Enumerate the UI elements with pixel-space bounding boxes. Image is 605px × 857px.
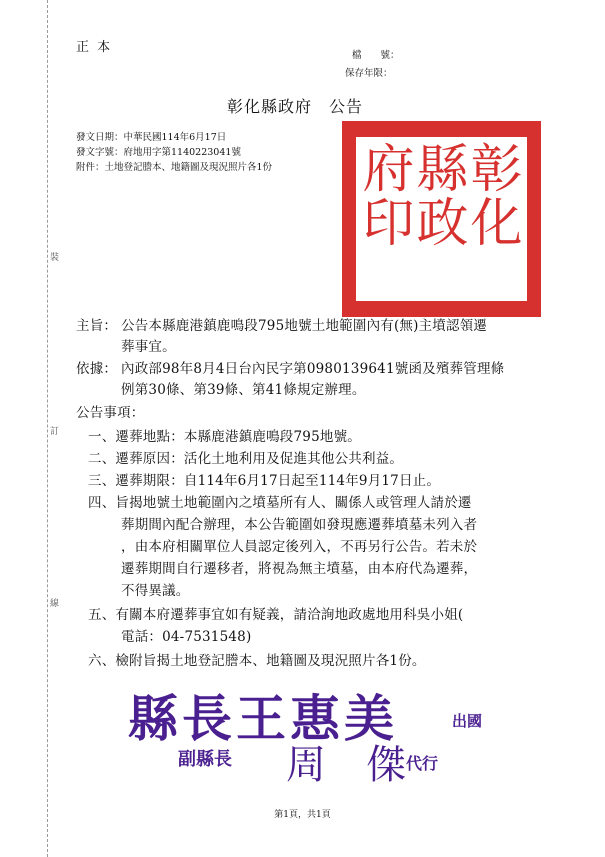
subject-line-2: 葬事宜。 [121, 339, 176, 355]
binding-mark-bottom: 線 [50, 599, 60, 609]
seal-column-left: 府印 [353, 141, 413, 249]
subject-line-1: 公告本縣鹿港鎮鹿鳴段795地號土地範圍內有(無)主墳認領遷 [121, 318, 488, 334]
basis-line-1: 內政部98年8月4日台內民字第0980139641號函及殯葬管理條 [121, 361, 505, 377]
page-title: 彰化縣政府 公告 [227, 97, 364, 116]
attachments: 附件：土地登記謄本、地籍圖及現況照片各1份 [76, 162, 273, 173]
issue-date: 發文日期：中華民國114年6月17日 [76, 132, 227, 143]
seal-column-middle: 縣政 [407, 141, 467, 249]
item-4-line-2: 葬期間內配合辦理，本公告範圍如發現應遷葬墳墓未列入者 [121, 517, 478, 533]
binding-line [47, 0, 48, 857]
item-4-line-3: ，由本府相關單位人員認定後列入，不再另行公告。若未於 [121, 539, 478, 555]
retention-label: 保存年限： [345, 68, 393, 79]
basis-label: 依據： [76, 361, 118, 377]
page-footer: 第1頁，共1頁 [274, 810, 331, 820]
subject-label: 主旨： [76, 318, 118, 334]
document-number: 發文字號：府地用字第1140223041號 [76, 147, 241, 158]
binding-mark-top: 裝 [50, 253, 60, 263]
official-seal [342, 121, 541, 317]
copy-mark: 正 本 [76, 40, 113, 55]
item-3: 三、遷葬期限：自114年6月17日起至114年9月17日止。 [88, 473, 441, 489]
binding-mark-middle: 訂 [50, 427, 60, 437]
abroad-note: 出國 [452, 712, 483, 730]
item-4-line-5: 不得異議。 [121, 583, 190, 599]
item-6: 六、檢附旨揭土地登記謄本、地籍圖及現況照片各1份。 [88, 653, 426, 669]
item-5-line-2: 電話：04-7531548) [121, 629, 252, 645]
file-number-label: 檔 號： [352, 50, 400, 61]
deputy-title: 副縣長 [178, 749, 232, 770]
acting-note: 代行 [406, 754, 439, 773]
notice-heading: 公告事項： [76, 405, 145, 421]
item-4-line-4: 遷葬期間自行遷移者，將視為無主墳墓，由本府代為遷葬， [121, 561, 478, 577]
item-2: 二、遷葬原因：活化土地利用及促進其他公共利益。 [88, 451, 404, 467]
deputy-name: 周 傑 [286, 742, 406, 788]
seal-column-right: 彰化 [461, 141, 521, 249]
magistrate-signature: 縣長王惠美 [128, 690, 398, 748]
item-1: 一、遷葬地點：本縣鹿港鎮鹿鳴段795地號。 [88, 429, 361, 445]
item-5-line-1: 五、有關本府遷葬事宜如有疑義，請洽詢地政處地用科吳小姐( [88, 607, 464, 623]
item-4-line-1: 四、旨揭地號土地範圍內之墳墓所有人、關係人或管理人請於遷 [88, 495, 472, 511]
basis-line-2: 例第30條、第39條、第41條規定辦理。 [121, 382, 366, 398]
